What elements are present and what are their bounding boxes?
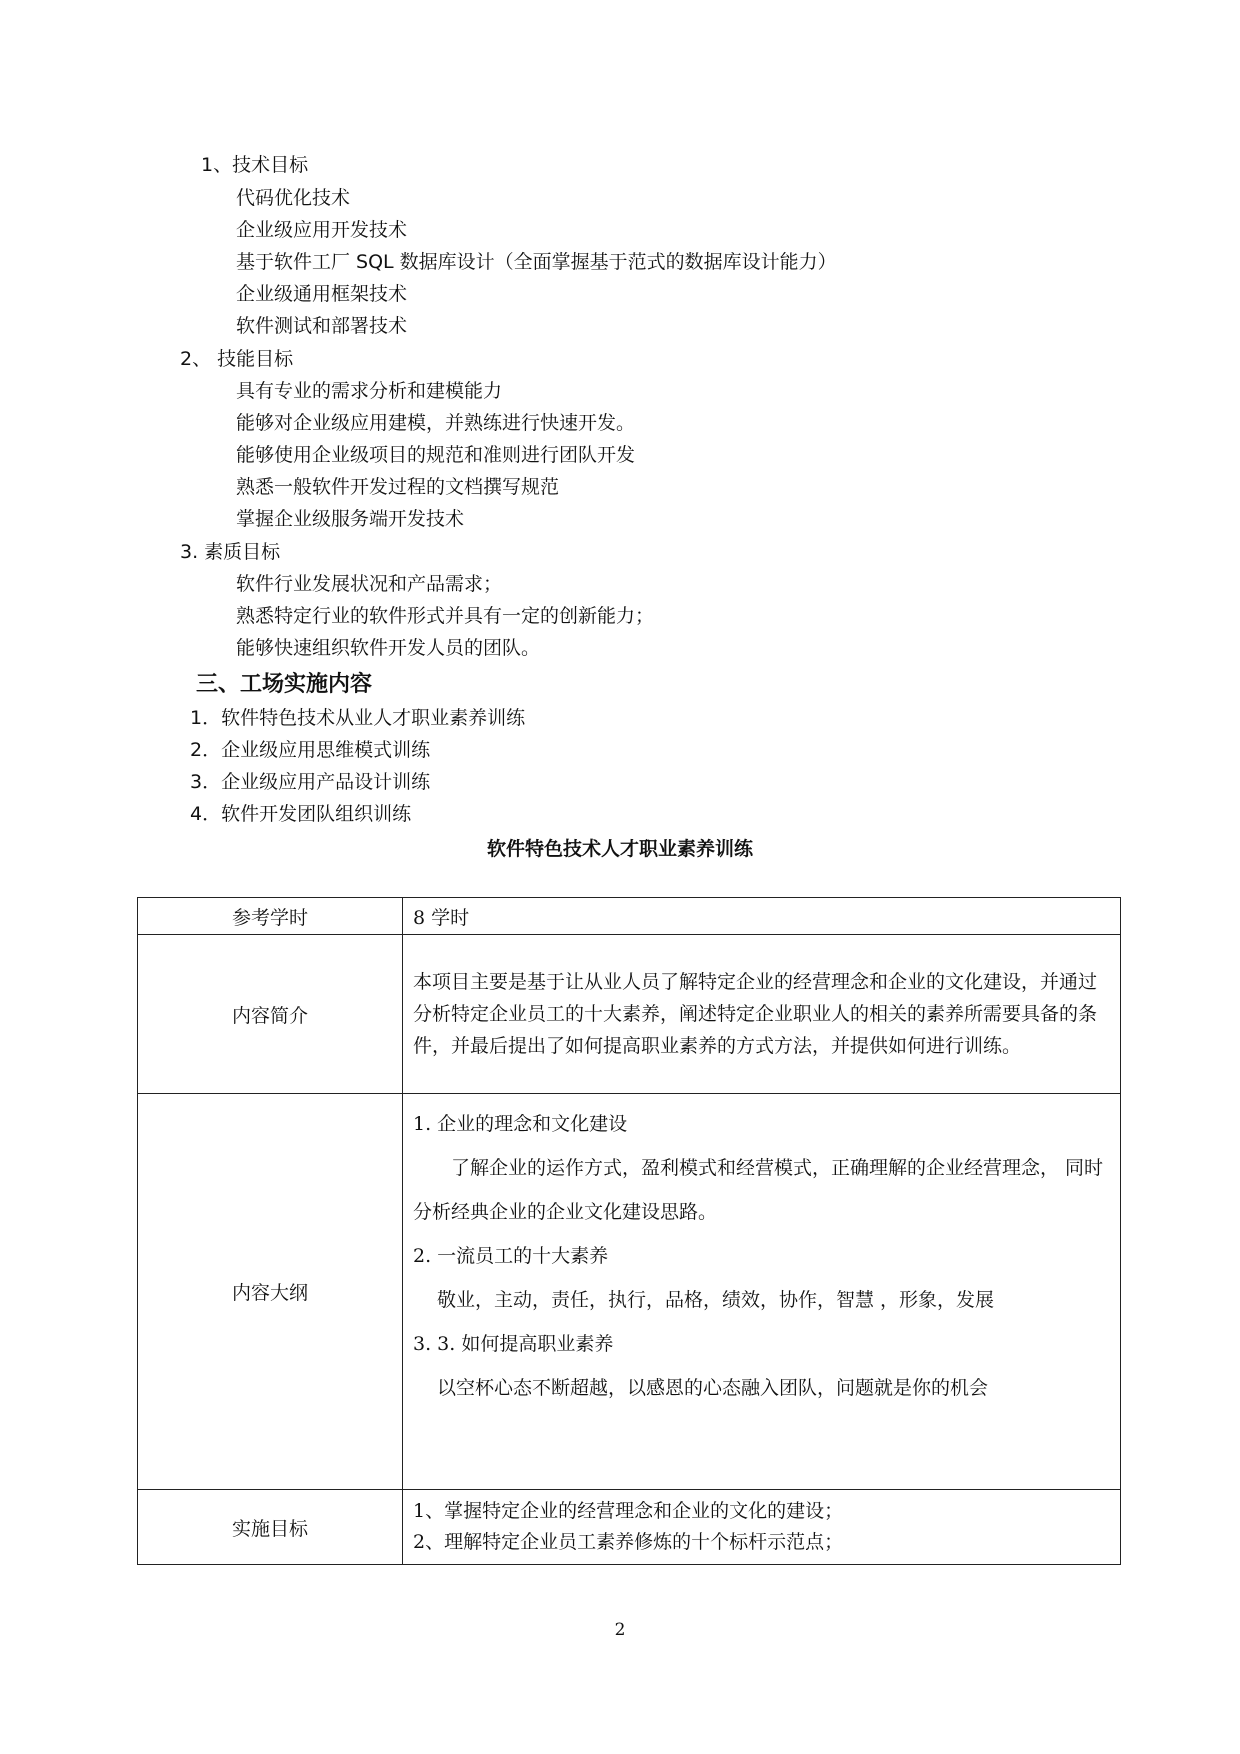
goal-2-item: 具有专业的需求分析和建模能力: [236, 380, 503, 402]
goal-item: 1、掌握特定企业的经营理念和企业的文化的建设；: [413, 1500, 844, 1522]
outline-text: 了解企业的运作方式，盈利模式和经营模式，正确理解的企业经营理念， 同时分析经典企业的企业文化建设思路。: [413, 1157, 1104, 1223]
hours-value: 8 学时: [403, 898, 1121, 935]
outline-text: 敬业，主动，责任，执行，品格，绩效，协作，智慧 ，形象，发展: [437, 1289, 995, 1311]
goal-2-item: 熟悉一般软件开发过程的文档撰写规范: [236, 476, 560, 498]
training-table: [137, 897, 1121, 1565]
goal-1-item: 企业级应用开发技术: [236, 219, 408, 241]
outline-label: 内容大纲: [138, 1094, 403, 1490]
page-number: 2: [614, 1620, 626, 1640]
section-3-item: 1．软件特色技术从业人才职业素养训练: [190, 707, 526, 729]
table-row: [138, 898, 1121, 935]
goal-3-item: 熟悉特定行业的软件形式并具有一定的创新能力；: [236, 605, 655, 627]
outline-heading: 3. 3. 如何提高职业素养: [413, 1333, 614, 1355]
goal-3-title: 3. 素质目标: [180, 541, 281, 563]
section-3-item: 2．企业级应用思维模式训练: [190, 739, 431, 761]
table-row: [138, 935, 1121, 1094]
goal-label: 实施目标: [138, 1490, 403, 1565]
hours-label: 参考学时: [138, 898, 403, 935]
outline-heading: 2. 一流员工的十大素养: [413, 1245, 609, 1267]
goal-2-item: 掌握企业级服务端开发技术: [236, 508, 465, 530]
outline-text: 以空杯心态不断超越，以感恩的心态融入团队，问题就是你的机会: [437, 1377, 989, 1399]
goal-1-item: 软件测试和部署技术: [236, 315, 408, 337]
intro-value: 本项目主要是基于让从业人员了解特定企业的经营理念和企业的文化建设，并通过分析特定企业员工的十大素养，阐述特定企业职业人的相关的素养所需要具备的条件，并最后提出了如何提高职业素养的方式方法，并提供如何进行训练。: [403, 935, 1121, 1094]
goal-2-item: 能够对企业级应用建模，并熟练进行快速开发。: [236, 412, 636, 434]
goal-3-item: 能够快速组织软件开发人员的团队。: [236, 637, 541, 659]
section-3-item: 4．软件开发团队组织训练: [190, 803, 412, 825]
goal-item: 2、理解特定企业员工素养修炼的十个标杆示范点；: [413, 1531, 844, 1553]
table-title: 软件特色技术人才职业素养训练: [486, 838, 753, 860]
intro-label: 内容简介: [138, 935, 403, 1094]
goal-1-title: 1、技术目标: [201, 154, 309, 176]
goal-2-item: 能够使用企业级项目的规范和准则进行团队开发: [236, 444, 636, 466]
table-row: [138, 1490, 1121, 1565]
goal-2-title: 2、 技能目标: [180, 348, 294, 370]
outline-value: [403, 1094, 1121, 1490]
goal-value: [403, 1490, 1121, 1565]
goal-1-item: 代码优化技术: [236, 187, 351, 209]
goal-3-item: 软件行业发展状况和产品需求；: [236, 573, 503, 595]
goal-1-item: 企业级通用框架技术: [236, 283, 408, 305]
goal-1-item: 基于软件工厂 SQL 数据库设计（全面掌握基于范式的数据库设计能力）: [236, 251, 837, 273]
table-row: [138, 1094, 1121, 1490]
section-3-item: 3．企业级应用产品设计训练: [190, 771, 431, 793]
outline-heading: 1. 企业的理念和文化建设: [413, 1113, 628, 1135]
section-3-heading: 三、工场实施内容: [196, 672, 373, 697]
